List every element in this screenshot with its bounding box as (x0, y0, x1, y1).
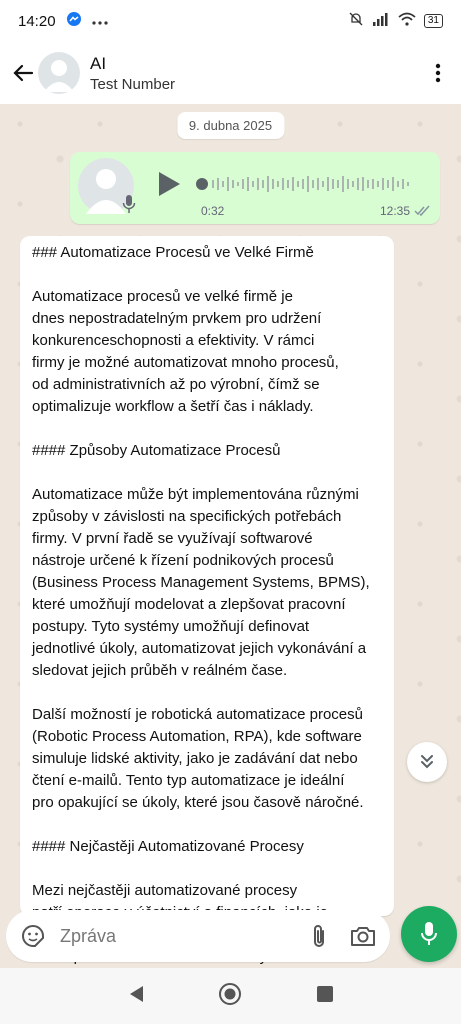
chat-area[interactable] (0, 104, 461, 902)
contact-name: AI (90, 53, 107, 73)
wifi-icon (398, 12, 416, 30)
battery-indicator: 31 (424, 14, 443, 28)
more-notifications-icon (92, 13, 108, 30)
mic-icon (420, 921, 438, 947)
message-time: 12:35 (379, 204, 410, 218)
camera-button[interactable] (348, 921, 378, 951)
message-subheading: #### Nejčastěji Automatizované Procesy (32, 838, 304, 855)
contact-info[interactable] (90, 54, 175, 93)
scroll-to-bottom-button[interactable] (407, 742, 447, 782)
messenger-icon (66, 11, 82, 31)
contact-avatar[interactable] (38, 52, 80, 94)
double-check-icon (414, 204, 432, 222)
message-composer (6, 910, 390, 962)
nav-back-icon (127, 984, 145, 1004)
waveform[interactable] (196, 174, 424, 194)
paperclip-icon (308, 923, 330, 949)
message-heading: ### Automatizace Procesů ve Velké Firmě (32, 244, 314, 261)
voice-duration: 0:32 (201, 204, 225, 218)
chevrons-down-icon (418, 753, 436, 771)
nav-recents-button[interactable] (316, 985, 334, 1008)
more-vert-icon (435, 63, 441, 83)
voice-message[interactable] (70, 152, 440, 224)
status-time: 14:20 (18, 12, 56, 30)
voice-record-button[interactable] (401, 906, 457, 962)
status-bar (0, 0, 461, 42)
play-button[interactable] (156, 170, 182, 203)
message-input[interactable] (60, 926, 280, 947)
message-paragraph: Mezi nejčastěji automatizované procesy (32, 882, 298, 899)
attach-button[interactable] (304, 921, 334, 951)
camera-icon (350, 925, 376, 947)
sticker-icon (20, 923, 46, 949)
signal-icon (372, 12, 390, 30)
back-arrow-icon (12, 62, 34, 84)
mute-icon (348, 11, 364, 31)
date-chip: 9. dubna 2025 (177, 112, 284, 139)
message-subheading: #### Způsoby Automatizace Procesů (32, 442, 281, 459)
text-message[interactable] (20, 236, 394, 916)
message-paragraph: Automatizace procesů ve velké firmě je dnes nepostradatelným prvkem pro udržení konkurenceschopnosti a efektivity. V rámci firmy je možné automatizovat mnoho procesů, od administrativních až po výrobní, čímž se optimalizuje workflow a šetří čas i náklady. (32, 288, 339, 415)
message-paragraph: Další možností je robotická automatizace procesů (Robotic Process Automation, RPA), kde software simuluje lidské aktivity, jako je zadávání dat nebo čtení e-mailů. Tento typ automatizace je ideální pro opakující se úkoly, které jsou časově náročné. (32, 706, 364, 811)
nav-home-icon (218, 982, 242, 1006)
status-right (348, 11, 443, 31)
status-left (18, 11, 108, 31)
system-navigation-bar (0, 968, 461, 1024)
contact-subtitle: Test Number (90, 75, 176, 93)
back-button[interactable] (8, 53, 38, 93)
sticker-button[interactable] (18, 921, 48, 951)
message-paragraph: Automatizace může být implementována různými způsoby v závislosti na specifických potřebách firmy. V první řadě se využívají softwarové nástroje určené k řízení podnikových procesů (Business Process Management Systems, BPMS), které umožňují modelovat a zlepšovat pracovní postupy. Tyto systémy umožňují definovat jednotlivé úkoly, automatizovat jejich vykonávání a sledovat jejich průběh v reálném čase. (32, 486, 370, 679)
more-options-button[interactable] (423, 53, 453, 93)
nav-recents-icon (316, 985, 334, 1003)
chat-header (0, 42, 461, 104)
mic-icon (122, 194, 136, 219)
play-icon (156, 170, 182, 198)
nav-home-button[interactable] (218, 982, 242, 1011)
nav-back-button[interactable] (127, 984, 145, 1009)
